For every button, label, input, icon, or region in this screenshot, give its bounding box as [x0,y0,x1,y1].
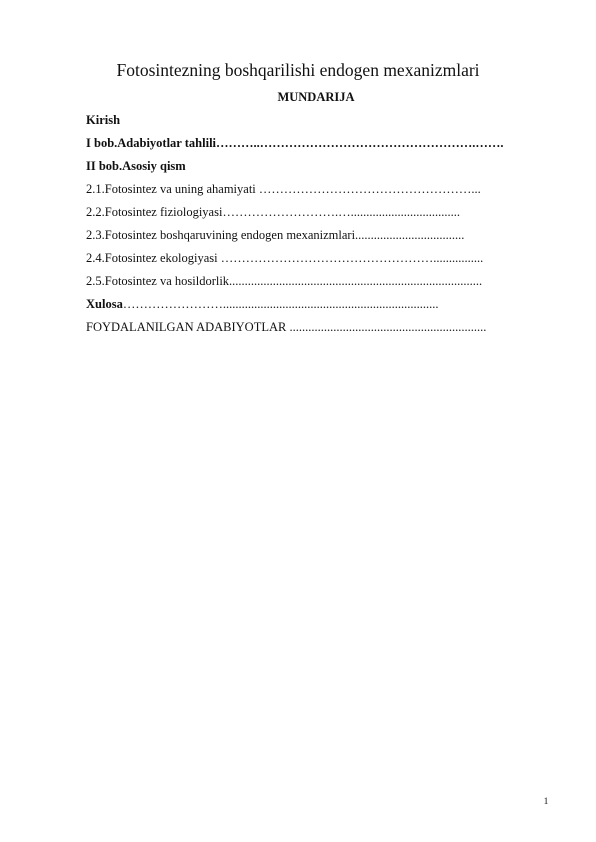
toc-entry-chapter-1-text: I bob.Adabiyotlar tahlili………..…………………………………………….……. [86,136,504,150]
toc-entry-chapter-1 [86,135,566,158]
toc-entry-2-5: 2.5.Fotosintez va hosildorlik................................................................................. [86,274,483,288]
toc-entry-xulosa-word: Xulosa [86,297,123,311]
toc-entry-chapter-2: II bob.Asosiy qism [86,159,186,173]
table-of-contents [86,112,566,342]
toc-entry-references: FOYDALANILGAN ADABIYOTLAR ............................................................... [86,320,487,334]
page-number: 1 [543,797,549,807]
toc-entry-2-4: 2.4.Fotosintez ekologiyasi ……………………………………………................ [86,251,484,265]
toc-entry-2-2: 2.2.Fotosintez fiziologiyasi……………………….…................................... [86,205,460,219]
toc-entry-xulosa-leader: ……………………..................................................................... [122,297,439,311]
toc-heading: MUNDARIJA [277,90,355,104]
toc-entry-xulosa [86,296,566,319]
toc-entry-2-3: 2.3.Fotosintez boshqaruvining endogen mexanizmlari................................... [86,228,465,242]
toc-entry-kirish: Kirish [86,113,121,127]
page-title: Fotosintezning boshqarilishi endogen mexanizmlari [116,60,480,80]
toc-entry-2-1: 2.1.Fotosintez va uning ahamiyati ……………………………………………... [86,182,481,196]
